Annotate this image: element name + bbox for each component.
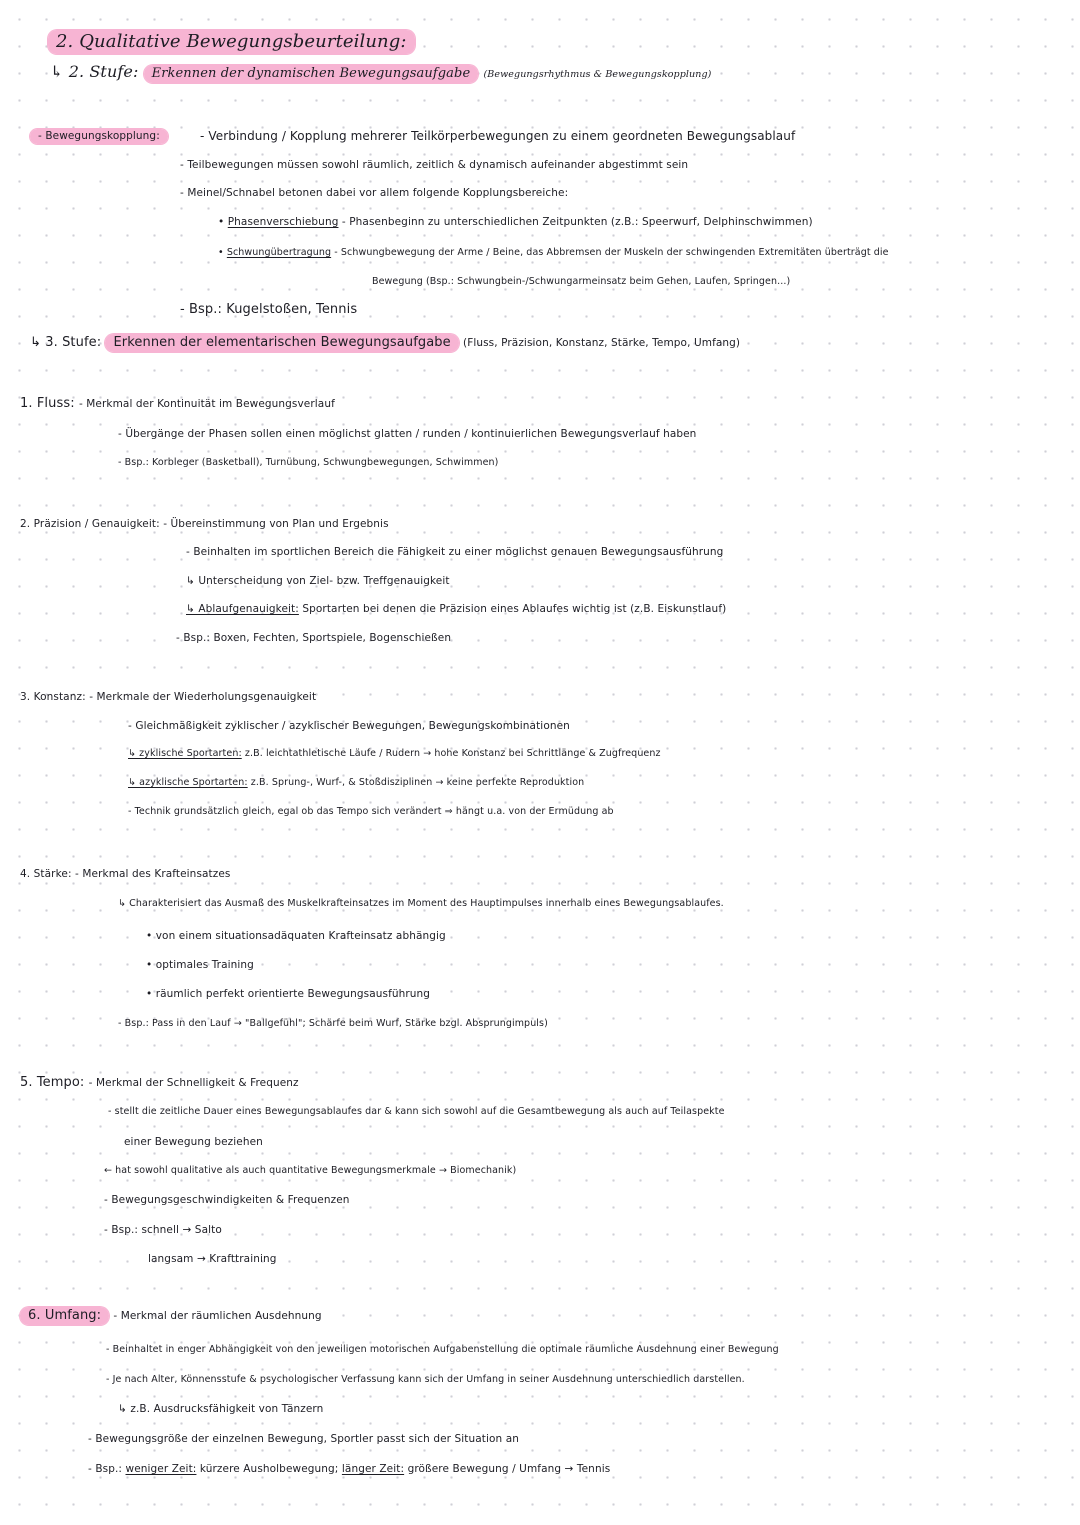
zyklische-label: ↳ zyklische Sportarten:	[128, 748, 242, 759]
tempo-line2: - stellt die zeitliche Dauer eines Bewegungsablaufes dar & kann sich sowohl auf die Gesamtbewegung als auch auf Teilaspekte	[108, 1106, 725, 1117]
konstanz-label: 3. Konstanz:	[20, 691, 86, 703]
tempo-line1-text: - Merkmal der Schnelligkeit & Frequenz	[88, 1077, 299, 1089]
umfang-line1-text: - Merkmal der räumlichen Ausdehnung	[113, 1310, 322, 1322]
konstanz-line2: - Gleichmäßigkeit zyklischer / azyklischer Bewegungen, Bewegungskombinationen	[128, 720, 570, 732]
kopplung-line2: - Teilbewegungen müssen sowohl räumlich, zeitlich & dynamisch aufeinander abgestimmt sein	[180, 159, 689, 171]
stufe3-label: 3. Stufe:	[45, 335, 102, 350]
fluss-line1	[20, 396, 335, 412]
umfang-bsp-label: - Bsp.:	[88, 1463, 123, 1475]
fluss-line1-text: - Merkmal der Kontinuität im Bewegungsverlauf	[78, 398, 335, 410]
stufe3-line	[30, 335, 740, 351]
umfang-bsp-laenger: länger Zeit:	[341, 1463, 405, 1475]
phasen-text: - Phasenbeginn zu unterschiedlichen Zeitpunkten (z.B.: Speerwurf, Delphinschwimmen)	[341, 216, 813, 228]
tempo-bsp1: - Bsp.: schnell → Salto	[104, 1224, 222, 1236]
stufe3-text: Erkennen der elementarischen Bewegungsaufgabe	[105, 334, 458, 352]
staerke-bsp: - Bsp.: Pass in den Lauf → "Ballgefühl"; Schärfe beim Wurf, Stärke bzgl. Absprungimpuls)	[118, 1018, 548, 1029]
stufe2-note: (Bewegungsrhythmus & Bewegungskopplung)	[483, 69, 712, 80]
ablaufgenauigkeit-text: Sportarten bei denen die Präzision eines Ablaufes wichtig ist (z.B. Eiskunstlauf)	[302, 603, 727, 615]
umfang-bsp-kuerzer: kürzere Ausholbewegung;	[199, 1463, 339, 1475]
fluss-label: 1. Fluss:	[20, 396, 75, 411]
bullet-icon: •	[218, 247, 224, 258]
tempo-line3: einer Bewegung beziehen	[124, 1136, 263, 1148]
kopplung-bsp: - Bsp.: Kugelstoßen, Tennis	[180, 302, 358, 317]
tempo-line5: - Bewegungsgeschwindigkeiten & Frequenzen	[104, 1194, 350, 1206]
konstanz-line1	[20, 689, 316, 705]
tempo-line4: ← hat sowohl qualitative als auch quantitative Bewegungsmerkmale → Biomechanik)	[104, 1165, 517, 1176]
umfang-bsp-groesser: größere Bewegung / Umfang → Tennis	[407, 1463, 611, 1475]
schwung-text2: Bewegung (Bsp.: Schwungbein-/Schwungarmeinsatz beim Gehen, Laufen, Springen...)	[372, 276, 791, 287]
umfang-line2: - Beinhaltet in enger Abhängigkeit von den jeweiligen motorischen Aufgabenstellung die optimale räumliche Ausdehnung einer Bewegung	[106, 1344, 779, 1355]
schwung-label: Schwungübertragung	[226, 247, 332, 258]
staerke-label: 4. Stärke:	[20, 868, 72, 880]
tempo-label: 5. Tempo:	[20, 1075, 85, 1090]
umfang-bsp-weniger: weniger Zeit:	[125, 1463, 197, 1475]
konstanz-line4	[128, 775, 584, 791]
schwung-line	[218, 245, 889, 261]
umfang-bsp	[88, 1461, 610, 1477]
umfang-line3: - Je nach Alter, Könnensstufe & psychologischer Verfassung kann sich der Umfang in seiner Ausdehnung unterschiedlich darstellen.	[106, 1374, 745, 1385]
page-title	[48, 31, 415, 52]
kopplung-label-line	[30, 128, 168, 144]
tempo-bsp2: langsam → Krafttraining	[148, 1253, 277, 1265]
zyklische-text: z.B. leichtathletische Läufe / Rudern → hohe Konstanz bei Schrittlänge & Zugfrequenz	[244, 748, 661, 759]
praezision-line2: - Beinhalten im sportlichen Bereich die Fähigkeit zu einer möglichst genauen Bewegungsausführung	[186, 546, 724, 558]
tempo-line1	[20, 1075, 299, 1091]
konstanz-line3	[128, 746, 661, 762]
kopplung-line1: - Verbindung / Kopplung mehrerer Teilkörperbewegungen zu einem geordneten Bewegungsablauf	[200, 129, 796, 143]
staerke-bullet2: • optimales Training	[146, 959, 254, 971]
staerke-line1-text: - Merkmal des Krafteinsatzes	[75, 868, 231, 880]
stufe2-label: 2. Stufe:	[68, 62, 139, 81]
arrow-icon: ↳	[30, 335, 41, 350]
phasen-line	[218, 214, 813, 230]
konstanz-line1-text: - Merkmale der Wiederholungsgenauigkeit	[89, 691, 317, 703]
stufe2-text: Erkennen der dynamischen Bewegungsaufgabe	[144, 65, 479, 83]
kopplung-label: - Bewegungskopplung:	[30, 129, 168, 144]
ablaufgenauigkeit-label: ↳ Ablaufgenauigkeit:	[186, 603, 299, 615]
praezision-line3: ↳ Unterscheidung von Ziel- bzw. Treffgenauigkeit	[186, 575, 450, 587]
umfang-line4: ↳ z.B. Ausdrucksfähigkeit von Tänzern	[118, 1403, 324, 1415]
staerke-bullet1: • von einem situationsadäquaten Krafteinsatz abhängig	[146, 930, 446, 942]
praezision-label: 2. Präzision / Genauigkeit:	[20, 518, 160, 530]
praezision-line1	[20, 516, 389, 532]
praezision-line4	[186, 601, 726, 617]
arrow-icon: ↳	[50, 62, 64, 81]
umfang-line5: - Bewegungsgröße der einzelnen Bewegung, Sportler passt sich der Situation an	[88, 1433, 520, 1445]
praezision-line1-text: - Übereinstimmung von Plan und Ergebnis	[163, 518, 389, 530]
stufe3-note: (Fluss, Präzision, Konstanz, Stärke, Tempo, Umfang)	[463, 337, 741, 349]
konstanz-line5: - Technik grundsätzlich gleich, egal ob das Tempo sich verändert ⇒ hängt u.a. von der Ermüdung ab	[128, 806, 614, 817]
bullet-icon: •	[218, 216, 225, 228]
title-highlight: 2. Qualitative Bewegungsbeurteilung:	[48, 30, 415, 54]
phasen-label: Phasenverschiebung	[227, 216, 339, 228]
staerke-bullet3: • räumlich perfekt orientierte Bewegungsausführung	[146, 988, 431, 1000]
azyklische-text: z.B. Sprung-, Wurf-, & Stoßdisziplinen → keine perfekte Reproduktion	[250, 777, 585, 788]
fluss-line3: - Bsp.: Korbleger (Basketball), Turnübung, Schwungbewegungen, Schwimmen)	[118, 457, 499, 468]
umfang-label: 6. Umfang:	[20, 1307, 109, 1325]
schwung-text1: - Schwungbewegung der Arme / Beine, das Abbremsen der Muskeln der schwingenden Extremitäten überträgt die	[334, 247, 889, 258]
fluss-line2: - Übergänge der Phasen sollen einen möglichst glatten / runden / kontinuierlichen Bewegungsverlauf haben	[118, 428, 697, 440]
staerke-line2: ↳ Charakterisiert das Ausmaß des Muskelkrafteinsatzes im Moment des Hauptimpulses innerhalb eines Bewegungsablaufes.	[118, 898, 724, 909]
stufe2-line	[50, 64, 711, 83]
umfang-line1	[20, 1308, 322, 1324]
azyklische-label: ↳ azyklische Sportarten:	[128, 777, 248, 788]
staerke-line1	[20, 866, 231, 882]
praezision-bsp: - Bsp.: Boxen, Fechten, Sportspiele, Bogenschießen	[176, 632, 452, 644]
kopplung-line3: - Meinel/Schnabel betonen dabei vor allem folgende Kopplungsbereiche:	[180, 187, 569, 199]
